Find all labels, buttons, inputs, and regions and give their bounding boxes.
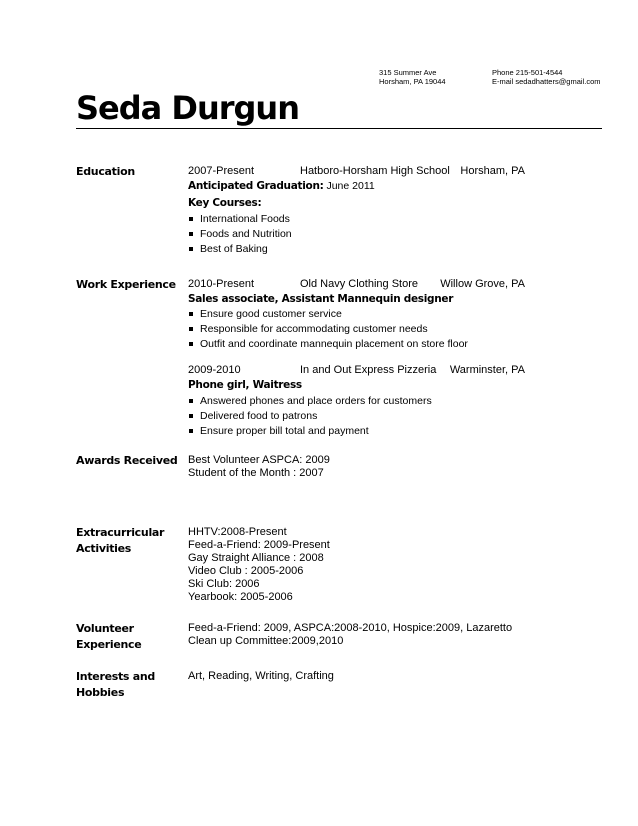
bullet-icon — [189, 312, 193, 316]
job2-title: Phone girl, Waitress — [188, 379, 302, 391]
job2-employer: In and Out Express Pizzeria — [300, 364, 437, 376]
job2-duties — [188, 394, 432, 439]
list-item: Ski Club: 2006 — [188, 578, 260, 590]
job1-location: Willow Grove, PA — [440, 278, 525, 290]
list-item: Feed-a-Friend: 2009-Present — [188, 539, 330, 551]
job2-dates: 2009-2010 — [188, 364, 241, 376]
address-line1: 315 Summer Ave — [379, 68, 437, 77]
awards-heading: Awards Received — [76, 454, 178, 467]
graduation-label: Anticipated Graduation: — [188, 180, 324, 192]
list-item: Feed-a-Friend: 2009, ASPCA:2008-2010, Hospice:2009, Lazaretto — [188, 622, 513, 634]
education-dates: 2007-Present — [188, 165, 255, 177]
list-item: Best of Baking — [188, 242, 292, 257]
job1-title: Sales associate, Assistant Mannequin designer — [188, 293, 454, 305]
list-item: Responsible for accommodating customer needs — [188, 322, 468, 337]
list-item: Outfit and coordinate mannequin placement on store floor — [188, 337, 468, 352]
list-item: Clean up Committee:2009,2010 — [188, 635, 344, 647]
list-item: Video Club : 2005-2006 — [188, 565, 304, 577]
job1-duties — [188, 307, 468, 352]
list-item: Student of the Month : 2007 — [188, 467, 324, 479]
bullet-icon — [189, 247, 193, 251]
education-location: Horsham, PA — [460, 165, 525, 177]
address — [379, 68, 446, 86]
list-item: Best Volunteer ASPCA: 2009 — [188, 454, 330, 466]
list-item: Ensure good customer service — [188, 307, 468, 322]
bullet-icon — [189, 399, 193, 403]
list-item: Delivered food to patrons — [188, 409, 432, 424]
phone: Phone 215-501-4544 — [492, 68, 563, 77]
job2-location: Warminster, PA — [449, 364, 525, 376]
extracurricular-list — [188, 526, 330, 604]
graduation — [188, 179, 375, 194]
awards-list — [188, 454, 330, 480]
list-item: Gay Straight Alliance : 2008 — [188, 552, 324, 564]
graduation-value: June 2011 — [323, 180, 375, 192]
bullet-icon — [189, 232, 193, 236]
list-item: Yearbook: 2005-2006 — [188, 591, 293, 603]
courses-label: Key Courses: — [188, 197, 262, 209]
list-item: Ensure proper bill total and payment — [188, 424, 432, 439]
email: E-mail sedadhatters@gmail.com — [492, 77, 601, 86]
interests-text: Art, Reading, Writing, Crafting — [188, 670, 334, 682]
education-school: Hatboro-Horsham High School — [300, 165, 450, 177]
job1-dates: 2010-Present — [188, 278, 255, 290]
list-item: International Foods — [188, 212, 292, 227]
extracurricular-heading: Extracurricular Activities — [76, 526, 165, 555]
job1-employer: Old Navy Clothing Store — [300, 278, 418, 290]
courses-list — [188, 212, 292, 257]
bullet-icon — [189, 429, 193, 433]
header-rule — [76, 128, 602, 129]
bullet-icon — [189, 217, 193, 221]
work-heading: Work Experience — [76, 278, 176, 291]
volunteer-heading: Volunteer Experience — [76, 622, 142, 651]
list-item: Answered phones and place orders for customers — [188, 394, 432, 409]
resume-name: Seda Durgun — [76, 89, 299, 127]
interests-heading: Interests and Hobbies — [76, 670, 155, 699]
education-heading: Education — [76, 165, 135, 178]
address-line2: Horsham, PA 19044 — [379, 77, 446, 86]
bullet-icon — [189, 327, 193, 331]
bullet-icon — [189, 342, 193, 346]
contact-info — [492, 68, 601, 86]
volunteer-list — [188, 622, 512, 648]
bullet-icon — [189, 414, 193, 418]
list-item: HHTV:2008-Present — [188, 526, 287, 538]
list-item: Foods and Nutrition — [188, 227, 292, 242]
